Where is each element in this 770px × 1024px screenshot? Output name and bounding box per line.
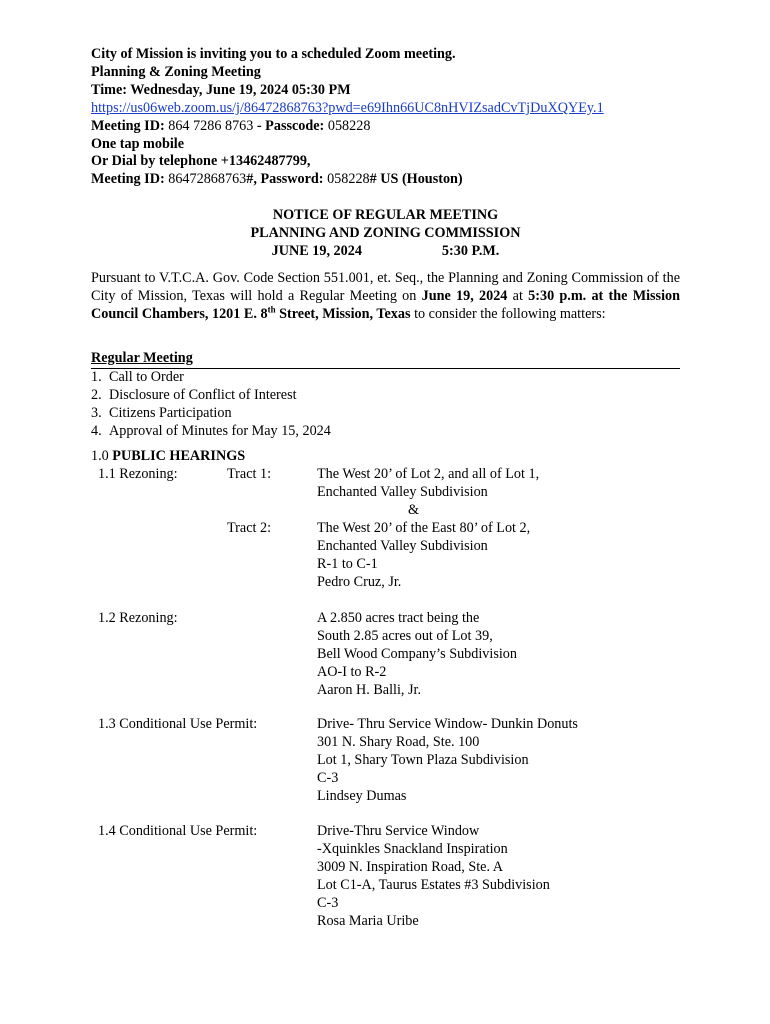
desc-line: -Xquinkles Snackland Inspiration — [317, 840, 508, 857]
list-item — [91, 387, 680, 405]
desc-line: Drive- Thru Service Window- Dunkin Donuts — [317, 716, 578, 732]
case-label: 1.2 Rezoning: — [98, 610, 178, 626]
invite-line: City of Mission is inviting you to a scheduled Zoom meeting. — [91, 46, 456, 62]
list-item — [91, 423, 680, 441]
notice-date: JUNE 19, 2024 — [271, 242, 362, 259]
desc-line: C-3 — [317, 769, 339, 786]
intro-at: at — [507, 287, 529, 304]
dial-line: Or Dial by telephone +13462487799, — [91, 153, 311, 170]
notice-title: NOTICE OF REGULAR MEETING — [272, 207, 499, 223]
password-label: #, Password: — [246, 171, 324, 188]
desc-line: South 2.85 acres out of Lot 39, — [317, 627, 493, 644]
desc-line: The West 20’ of Lot 2, and all of Lot 1, — [317, 466, 540, 482]
desc-line: The West 20’ of the East 80’ of Lot 2, — [317, 520, 531, 536]
desc-line: Lot C1-A, Taurus Estates #3 Subdivision — [317, 876, 550, 893]
item-number: 4. — [91, 422, 102, 439]
notice-dateline — [91, 243, 680, 261]
zoom-link[interactable]: https://us06web.zoom.us/j/86472868763?pwd=e69Ihn66UC8nHVIZsadCvTjDuXQYEy.1 — [91, 99, 604, 116]
meeting-id-2-value: 86472868763 — [164, 171, 247, 188]
item-number: 1. — [91, 368, 102, 385]
desc-line: Drive-Thru Service Window — [317, 823, 480, 839]
section-title: PUBLIC HEARINGS — [112, 448, 246, 464]
intro-time-place: 5:30 p.m. at the Mission Council Chambers, 1201 E. 8 — [91, 287, 680, 322]
meeting-id-line — [91, 118, 691, 136]
case-label: 1.1 Rezoning: — [98, 466, 178, 482]
desc-line: Lindsey Dumas — [317, 787, 407, 804]
intro-street: Street, Mission, Texas — [275, 305, 411, 322]
item-number: 2. — [91, 386, 102, 403]
regular-meeting-section — [91, 350, 680, 441]
meeting-name: Planning & Zoning Meeting — [91, 63, 261, 80]
desc-line: C-3 — [317, 894, 339, 911]
notice-time: 5:30 P.M. — [441, 242, 500, 259]
notice-heading — [91, 207, 680, 261]
desc-line: 301 N. Shary Road, Ste. 100 — [317, 733, 480, 750]
desc-line: AO-I to R-2 — [317, 663, 387, 680]
case-label: 1.4 Conditional Use Permit: — [98, 823, 258, 839]
case-description — [317, 610, 517, 700]
item-text: Citizens Participation — [109, 404, 232, 421]
one-tap-line: One tap mobile — [91, 135, 185, 152]
regular-meeting-heading — [91, 350, 680, 369]
tract-2-description — [317, 520, 530, 592]
agenda-list — [91, 369, 680, 441]
item-number: 3. — [91, 404, 102, 421]
tract-2-label: Tract 2: — [227, 520, 272, 536]
tract-1-description — [317, 466, 539, 520]
section-number: 1.0 — [91, 448, 109, 464]
item-text: Disclosure of Conflict of Interest — [109, 386, 297, 403]
item-text: Approval of Minutes for May 15, 2024 — [109, 422, 331, 439]
desc-line: R-1 to C-1 — [317, 555, 378, 572]
intro-text: Pursuant to V.T.C.A. Gov. Code Section 551.001, et. Seq., the Planning and Zoning Commission of the City of Mission, Texas will hold a Regular Meeting on — [91, 270, 680, 304]
case-description — [317, 823, 550, 930]
meeting-id-2-label: Meeting ID: — [91, 171, 165, 188]
meeting-time: Time: Wednesday, June 19, 2024 05:30 PM — [91, 81, 351, 98]
desc-line: 3009 N. Inspiration Road, Ste. A — [317, 858, 504, 875]
desc-line: A 2.850 acres tract being the — [317, 610, 480, 626]
list-item — [91, 405, 680, 423]
intro-date: June 19, 2024 — [421, 287, 508, 304]
passcode-label: - Passcode: — [256, 117, 325, 134]
passcode-value: 058228 — [324, 117, 371, 134]
tract-1-label: Tract 1: — [227, 466, 272, 482]
case-label: 1.3 Conditional Use Permit: — [98, 716, 258, 732]
desc-line: Aaron H. Balli, Jr. — [317, 681, 422, 698]
password-value: 058228 — [323, 171, 370, 188]
commission-title: PLANNING AND ZONING COMMISSION — [250, 224, 521, 241]
regular-meeting-heading-text: Regular Meeting — [91, 350, 193, 366]
desc-line: Enchanted Valley Subdivision — [317, 483, 488, 500]
desc-line: Enchanted Valley Subdivision — [317, 537, 488, 554]
intro-closing: to consider the following matters: — [410, 305, 606, 322]
case-description — [317, 716, 578, 806]
intro-superscript: th — [267, 304, 276, 315]
desc-line: Bell Wood Company’s Subdivision — [317, 645, 517, 662]
intro-paragraph — [91, 270, 680, 324]
meeting-id-2-line — [91, 171, 691, 189]
meeting-id-label: Meeting ID: — [91, 117, 165, 134]
zoom-invite — [91, 46, 691, 189]
desc-line: Lot 1, Shary Town Plaza Subdivision — [317, 751, 529, 768]
item-text: Call to Order — [109, 368, 184, 385]
public-hearings-heading — [91, 448, 691, 466]
list-item — [91, 369, 680, 387]
desc-line: Rosa Maria Uribe — [317, 912, 419, 929]
public-hearings-section — [91, 448, 691, 929]
location-label: # US (Houston) — [369, 171, 463, 188]
ampersand: & — [408, 501, 420, 518]
desc-line: Pedro Cruz, Jr. — [317, 573, 402, 590]
meeting-id-value: 864 7286 8763 — [164, 117, 257, 134]
